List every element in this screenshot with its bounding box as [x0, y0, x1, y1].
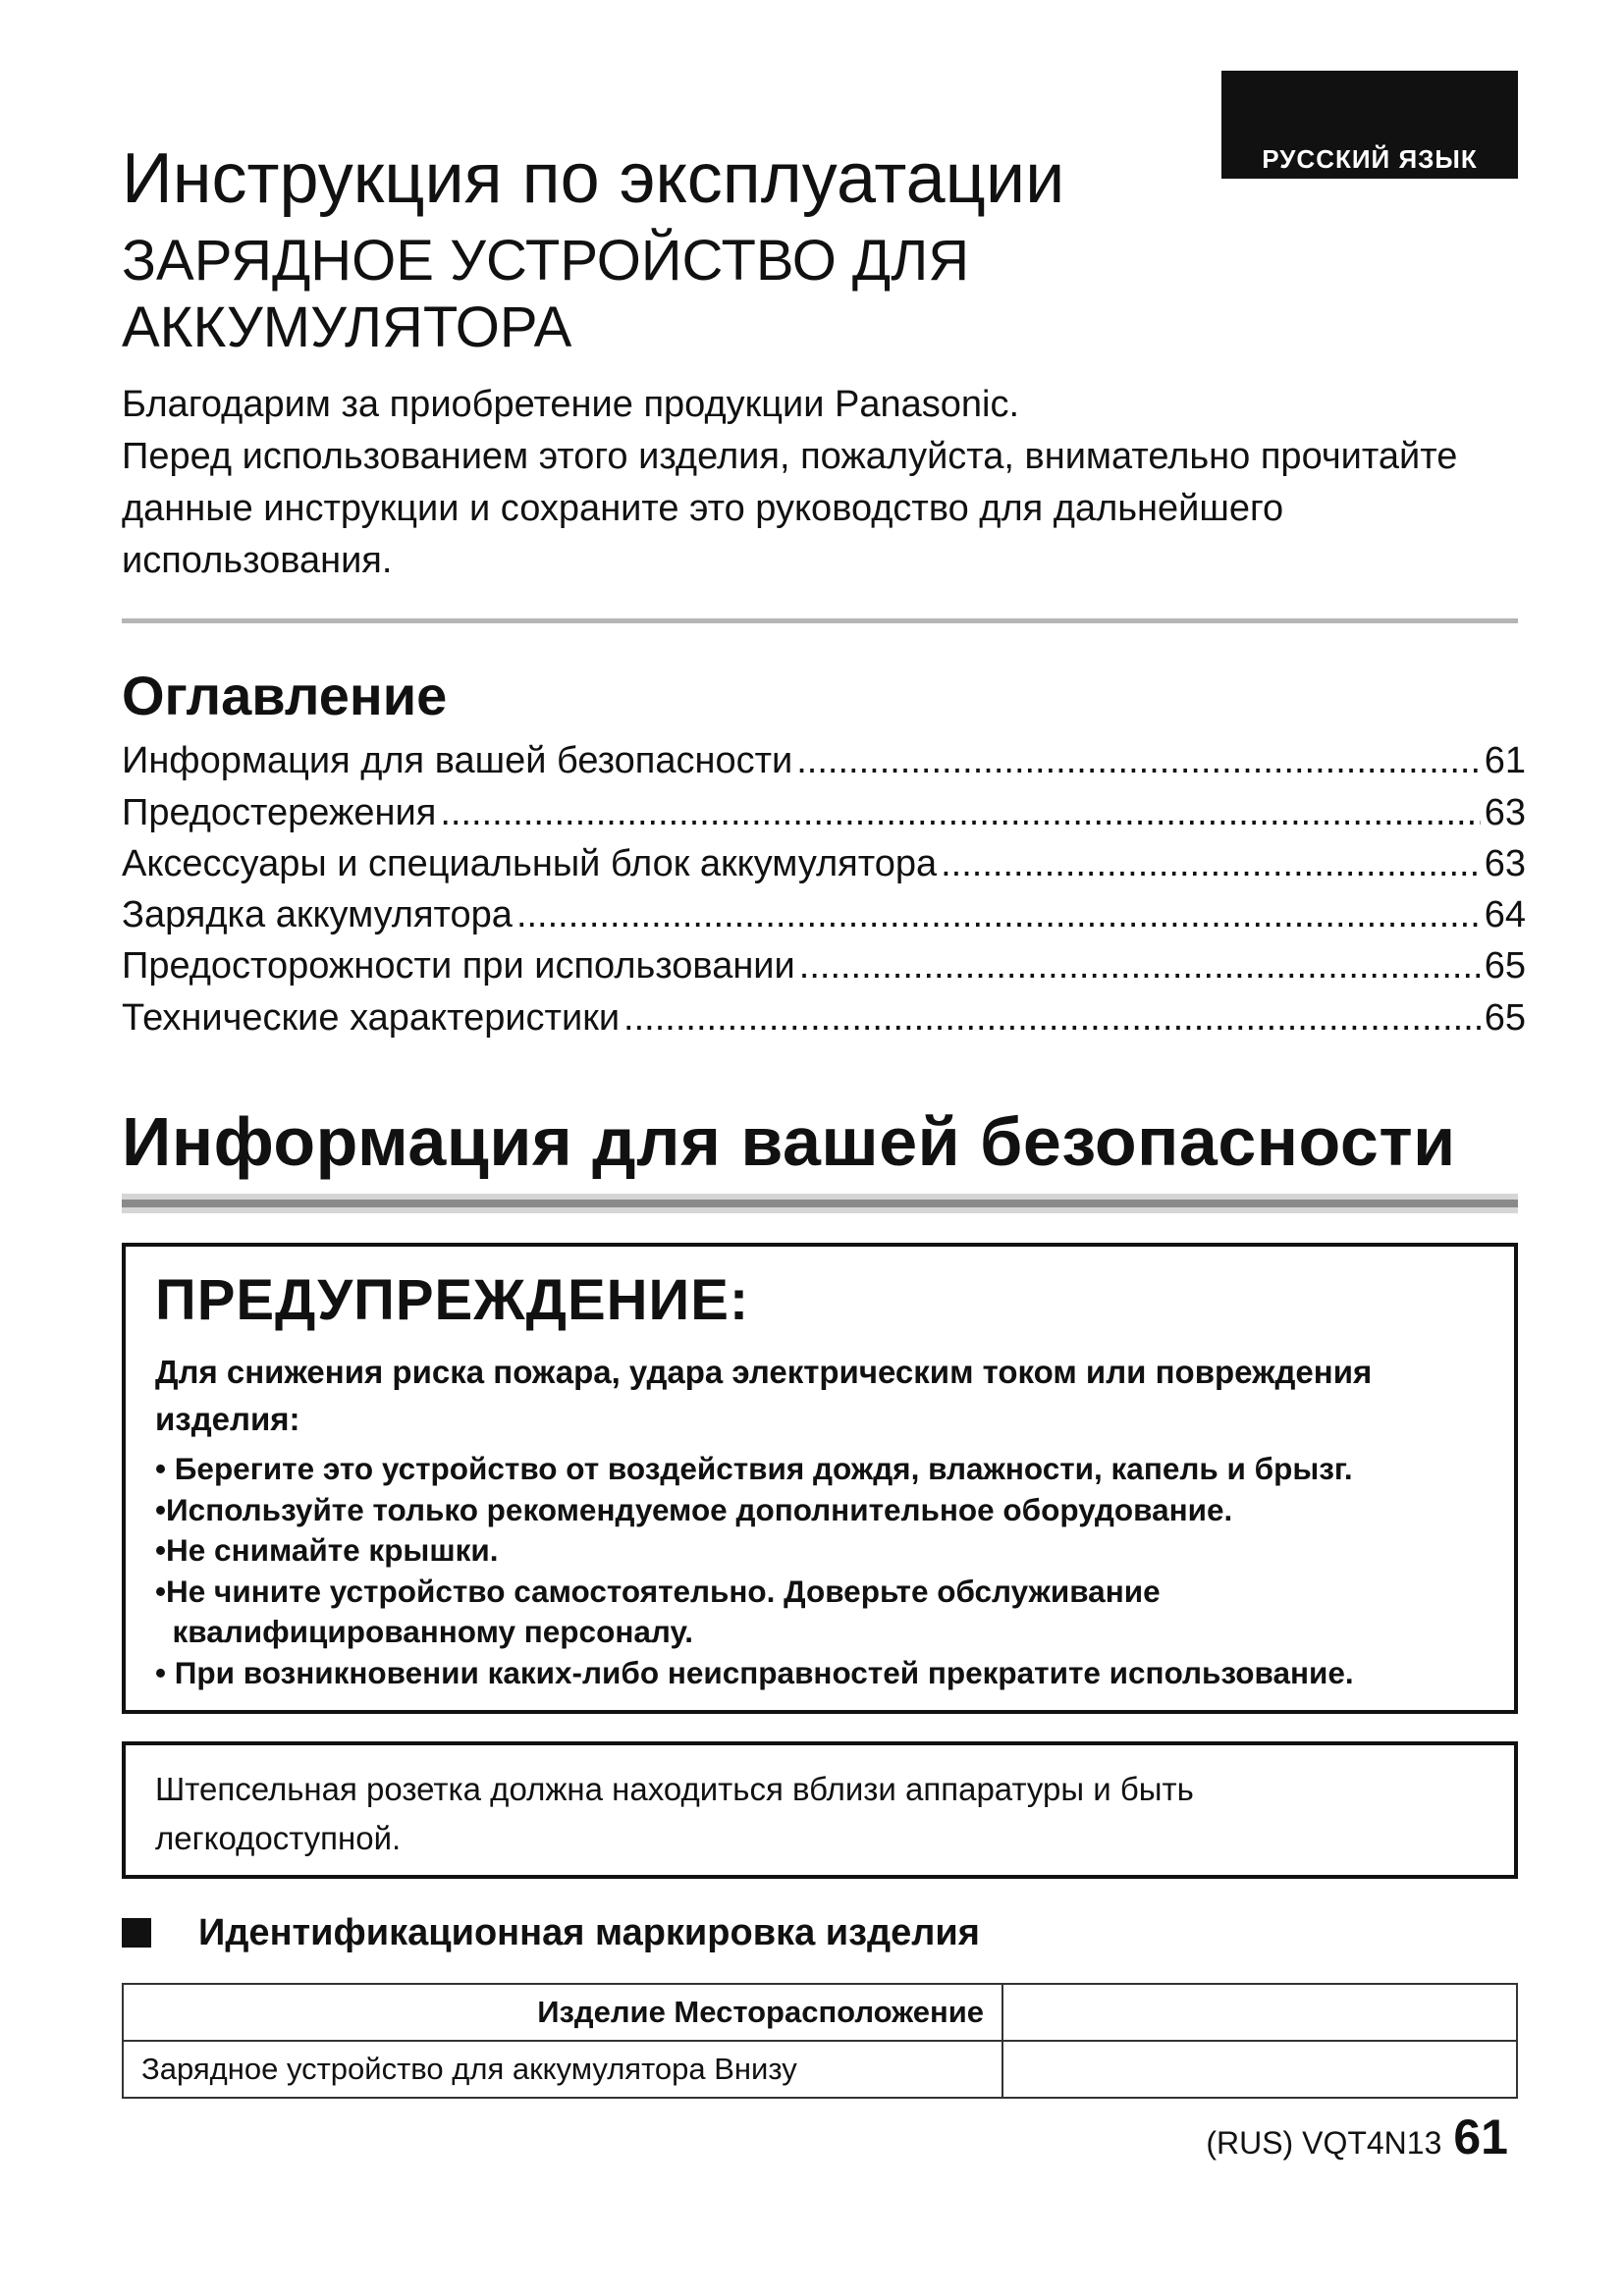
document-code: (RUS) VQT4N13 [1206, 2125, 1442, 2161]
toc-leader-dots [941, 838, 1481, 889]
intro-line-thanks: Благодарим за приобретение продукции Panasonic. [122, 384, 1020, 425]
warning-item: •Не снимайте крышки. [155, 1532, 499, 1568]
toc-item-page: 61 [1484, 740, 1526, 782]
toc-leader-dots [799, 940, 1481, 991]
warning-item: •Не чините устройство самостоятельно. Доверьте обслуживание квалифицированному персоналу. [155, 1573, 1161, 1649]
warning-box [122, 1243, 1518, 1714]
toc-item-precautions[interactable] [122, 940, 1526, 991]
toc-heading: Оглавление [122, 665, 448, 726]
toc-item-charging[interactable] [122, 889, 1526, 940]
table-row [123, 2041, 1517, 2098]
warning-item: •Используйте только рекомендуемое дополнительное оборудование. [155, 1491, 1233, 1527]
toc-item-specifications[interactable] [122, 991, 1526, 1042]
toc-leader-dots [516, 889, 1481, 940]
warning-item: • При возникновении каких-либо неисправностей прекратите использование. [155, 1654, 1354, 1690]
outlet-note-box [122, 1741, 1518, 1879]
toc-item-label: Технические характеристики [122, 996, 621, 1039]
square-bullet-icon [122, 1918, 151, 1948]
warning-lead: Для снижения риска пожара, удара электрическим током или повреждения изделия: [155, 1354, 1373, 1437]
table-header-row [123, 1984, 1517, 2041]
intro-line-instructions: Перед использованием этого изделия, пожалуйста, внимательно прочитайте данные инструкции и сохраните это руководство для дальнейшего использования. [122, 436, 1458, 581]
toc-item-label: Предосторожности при использовании [122, 945, 795, 988]
table-cell: Зарядное устройство для аккумулятора Внизу [123, 2041, 1002, 2098]
toc-leader-dots [796, 735, 1480, 786]
toc-item-label: Аксессуары и специальный блок аккумулятора [122, 842, 938, 884]
section-title: Информация для вашей безопасности [122, 1103, 1456, 1180]
warning-title: ПРЕДУПРЕЖДЕНИЕ: [155, 1268, 750, 1332]
toc-item-page: 63 [1484, 842, 1526, 884]
marking-table [122, 1983, 1518, 2099]
toc-item-accessories[interactable] [122, 838, 1526, 889]
table-empty-cell [1002, 1984, 1517, 2041]
section-divider [122, 1194, 1518, 1213]
marking-heading: Идентификационная маркировка изделия [198, 1912, 980, 1953]
warning-list [155, 1449, 1500, 1693]
toc-item-label: Информация для вашей безопасности [122, 740, 793, 782]
toc-item-page: 65 [1484, 945, 1526, 988]
toc-item-page: 64 [1484, 894, 1526, 936]
toc-item-page: 63 [1484, 791, 1526, 833]
toc-item-page: 65 [1484, 996, 1526, 1039]
toc-item-warnings[interactable] [122, 786, 1526, 837]
marking-subheading [122, 1908, 980, 1957]
outlet-note: Штепсельная розетка должна находиться вблизи аппаратуры и быть легкодоступной. [155, 1771, 1194, 1856]
toc-leader-dots [440, 787, 1480, 838]
page-footer [1206, 2109, 1508, 2165]
divider [122, 618, 1518, 623]
table-of-contents [122, 735, 1526, 1043]
page-number: 61 [1453, 2109, 1508, 2164]
toc-item-label: Зарядка аккумулятора [122, 894, 513, 936]
toc-leader-dots [623, 992, 1481, 1043]
document-title: Инструкция по эксплуатации [122, 139, 1065, 218]
intro-text [122, 379, 1477, 587]
toc-item-safety-info[interactable] [122, 735, 1526, 786]
table-empty-cell [1002, 2041, 1517, 2098]
warning-item: • Берегите это устройство от воздействия дождя, влажности, капель и брызг. [155, 1451, 1353, 1486]
product-title: ЗАРЯДНОЕ УСТРОЙСТВО ДЛЯ АККУМУЛЯТОРА [122, 229, 970, 359]
language-tab: РУССКИЙ ЯЗЫК [1221, 71, 1518, 179]
table-header-cell: Изделие Месторасположение [123, 1984, 1002, 2041]
toc-item-label: Предостережения [122, 791, 437, 833]
